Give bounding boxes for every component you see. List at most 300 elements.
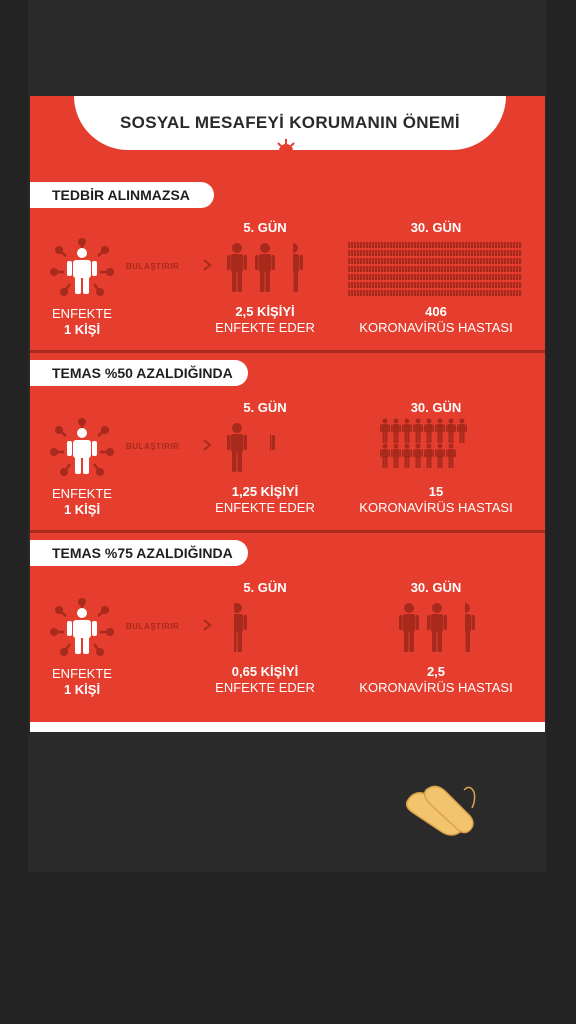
person-mark — [462, 242, 464, 248]
person-mark — [411, 258, 413, 264]
person-mark — [435, 274, 437, 280]
person-mark — [408, 242, 410, 248]
person-mark — [501, 282, 503, 288]
person-mark — [504, 290, 506, 296]
person-mark — [414, 266, 416, 272]
person-mark — [444, 242, 446, 248]
person-icon — [446, 418, 456, 443]
person-mark — [417, 282, 419, 288]
person-mark — [378, 266, 380, 272]
person-mark — [354, 290, 356, 296]
person-mark — [519, 250, 521, 256]
person-mark — [387, 290, 389, 296]
person-mark — [357, 290, 359, 296]
person-mark — [441, 282, 443, 288]
person-icon — [380, 418, 390, 443]
person-mark — [384, 258, 386, 264]
person-mark — [492, 258, 494, 264]
person-icon — [424, 443, 434, 468]
person-mark — [495, 274, 497, 280]
day5-text: ENFEKTE EDER — [215, 680, 315, 695]
person-mark — [372, 258, 374, 264]
person-mark — [441, 242, 443, 248]
person-mark — [495, 258, 497, 264]
person-mark — [465, 250, 467, 256]
person-mark — [519, 266, 521, 272]
person-mark — [387, 250, 389, 256]
person-mark — [441, 274, 443, 280]
person-mark — [465, 258, 467, 264]
person-mark — [420, 290, 422, 296]
person-mark — [396, 274, 398, 280]
person-mark — [402, 266, 404, 272]
person-mark — [399, 274, 401, 280]
person-mark — [420, 242, 422, 248]
section-label-contact-75 — [30, 540, 248, 566]
person-mark — [471, 290, 473, 296]
person-mark — [486, 266, 488, 272]
person-mark — [486, 282, 488, 288]
person-mark — [396, 282, 398, 288]
day30-value: 2,5 — [426, 664, 446, 679]
person-mark — [474, 290, 476, 296]
person-mark — [486, 290, 488, 296]
person-mark — [516, 282, 518, 288]
person-mark — [501, 266, 503, 272]
person-mark — [480, 258, 482, 264]
person-mark — [414, 290, 416, 296]
person-mark — [450, 242, 452, 248]
person-mark — [366, 274, 368, 280]
person-mark — [354, 242, 356, 248]
person-mark — [423, 242, 425, 248]
person-mark — [477, 266, 479, 272]
person-mark — [381, 290, 383, 296]
person-mark — [450, 274, 452, 280]
day5-caption — [200, 304, 330, 336]
person-mark — [477, 282, 479, 288]
day5-pictogram — [226, 602, 316, 654]
day5-label: 5. GÜN — [243, 400, 287, 415]
person-mark — [492, 290, 494, 296]
person-mark — [429, 290, 431, 296]
person-mark — [351, 242, 353, 248]
person-mark — [519, 258, 521, 264]
person-mark — [411, 250, 413, 256]
person-mark — [393, 266, 395, 272]
person-mark — [438, 258, 440, 264]
person-icon — [413, 418, 423, 443]
person-mark — [483, 290, 485, 296]
person-mark — [426, 242, 428, 248]
person-mark — [489, 242, 491, 248]
person-mark — [456, 242, 458, 248]
person-mark — [378, 242, 380, 248]
infected-person-virus-icon — [50, 596, 114, 660]
person-icon — [424, 418, 434, 443]
person-icon — [226, 602, 248, 652]
day5-label: 5. GÜN — [243, 580, 287, 595]
person-mark — [453, 290, 455, 296]
person-icon — [254, 422, 276, 472]
day5-label: 5. GÜN — [243, 220, 287, 235]
person-mark — [354, 258, 356, 264]
infographic-poster — [30, 96, 545, 722]
day5-value: 2,5 KİŞİYİ — [235, 304, 295, 319]
person-mark — [510, 282, 512, 288]
person-mark — [363, 258, 365, 264]
person-mark — [486, 250, 488, 256]
person-mark — [390, 258, 392, 264]
person-mark — [375, 282, 377, 288]
person-mark — [477, 290, 479, 296]
person-mark — [483, 266, 485, 272]
person-mark — [453, 282, 455, 288]
person-mark — [393, 258, 395, 264]
person-mark — [510, 258, 512, 264]
person-mark — [420, 258, 422, 264]
person-mark — [378, 250, 380, 256]
person-mark — [456, 266, 458, 272]
person-mark — [471, 266, 473, 272]
person-mark — [429, 258, 431, 264]
person-mark — [441, 266, 443, 272]
person-mark — [429, 250, 431, 256]
person-mark — [495, 282, 497, 288]
person-mark — [375, 250, 377, 256]
day5-pictogram — [226, 242, 316, 294]
person-icon — [254, 242, 276, 292]
person-mark — [390, 282, 392, 288]
person-mark — [429, 274, 431, 280]
person-mark — [405, 274, 407, 280]
person-mark — [435, 290, 437, 296]
person-mark — [480, 274, 482, 280]
person-mark — [420, 266, 422, 272]
person-mark — [432, 242, 434, 248]
person-mark — [438, 266, 440, 272]
person-mark — [516, 258, 518, 264]
person-mark — [426, 290, 428, 296]
person-mark — [366, 282, 368, 288]
person-mark — [501, 274, 503, 280]
person-mark — [378, 258, 380, 264]
person-mark — [408, 250, 410, 256]
person-mark — [462, 266, 464, 272]
person-mark — [447, 258, 449, 264]
person-mark — [492, 274, 494, 280]
person-mark — [492, 250, 494, 256]
person-mark — [489, 290, 491, 296]
person-mark — [393, 242, 395, 248]
person-mark — [390, 274, 392, 280]
person-mark — [468, 258, 470, 264]
day30-label: 30. GÜN — [410, 400, 462, 415]
person-mark — [471, 242, 473, 248]
person-mark — [393, 282, 395, 288]
section-label-text: TEMAS %50 AZALDIĞINDA — [52, 365, 233, 381]
person-mark — [387, 258, 389, 264]
person-mark — [438, 250, 440, 256]
infected-person-virus-icon — [50, 416, 114, 480]
person-mark — [516, 250, 518, 256]
person-mark — [486, 274, 488, 280]
section-label-contact-50 — [30, 360, 248, 386]
person-mark — [498, 290, 500, 296]
person-mark — [417, 266, 419, 272]
person-mark — [387, 266, 389, 272]
person-mark — [477, 274, 479, 280]
person-mark — [378, 290, 380, 296]
person-icon — [413, 443, 423, 468]
person-mark — [498, 258, 500, 264]
person-mark — [369, 266, 371, 272]
person-mark — [366, 242, 368, 248]
person-mark — [498, 242, 500, 248]
person-mark — [489, 282, 491, 288]
person-mark — [426, 250, 428, 256]
person-mark — [348, 258, 350, 264]
person-mark — [390, 250, 392, 256]
person-mark — [369, 274, 371, 280]
person-mark — [516, 290, 518, 296]
person-mark — [375, 290, 377, 296]
person-mark — [372, 266, 374, 272]
person-mark — [462, 290, 464, 296]
source-top: ENFEKTE — [52, 666, 112, 681]
person-mark — [510, 250, 512, 256]
person-mark — [456, 282, 458, 288]
person-mark — [510, 274, 512, 280]
person-mark — [429, 266, 431, 272]
person-mark — [510, 266, 512, 272]
person-mark — [462, 282, 464, 288]
person-mark — [468, 274, 470, 280]
person-mark — [483, 282, 485, 288]
person-mark — [372, 290, 374, 296]
person-mark — [351, 250, 353, 256]
person-mark — [435, 250, 437, 256]
person-mark — [447, 290, 449, 296]
person-icon — [435, 418, 445, 443]
person-mark — [405, 250, 407, 256]
person-mark — [363, 242, 365, 248]
person-mark — [492, 266, 494, 272]
day5-caption — [200, 664, 330, 696]
person-mark — [384, 242, 386, 248]
person-mark — [459, 266, 461, 272]
person-mark — [387, 242, 389, 248]
day30-text: KORONAVİRÜS HASTASI — [359, 500, 513, 515]
person-mark — [423, 250, 425, 256]
person-mark — [381, 282, 383, 288]
section-label-no-precaution — [30, 182, 214, 208]
person-mark — [507, 242, 509, 248]
person-mark — [432, 282, 434, 288]
person-mark — [468, 266, 470, 272]
day30-caption — [346, 484, 526, 516]
person-mark — [474, 250, 476, 256]
person-mark — [513, 282, 515, 288]
person-mark — [513, 266, 515, 272]
person-mark — [402, 258, 404, 264]
person-mark — [450, 250, 452, 256]
person-mark — [381, 242, 383, 248]
day30-value: 406 — [425, 304, 447, 319]
person-mark — [444, 274, 446, 280]
person-mark — [495, 266, 497, 272]
person-mark — [477, 242, 479, 248]
person-mark — [474, 266, 476, 272]
source-caption — [40, 306, 124, 338]
person-icon — [402, 418, 412, 443]
person-mark — [414, 250, 416, 256]
person-mark — [411, 290, 413, 296]
person-mark — [465, 266, 467, 272]
person-mark — [390, 290, 392, 296]
person-mark — [348, 282, 350, 288]
person-icon — [380, 443, 390, 468]
person-mark — [456, 274, 458, 280]
person-mark — [519, 274, 521, 280]
person-icon — [226, 242, 248, 292]
person-mark — [405, 290, 407, 296]
person-mark — [384, 250, 386, 256]
day30-pictogram — [348, 242, 524, 302]
person-mark — [489, 250, 491, 256]
person-mark — [423, 274, 425, 280]
person-mark — [435, 282, 437, 288]
day5-pictogram — [226, 422, 316, 474]
day30-text: KORONAVİRÜS HASTASI — [359, 320, 513, 335]
person-mark — [504, 250, 506, 256]
person-mark — [372, 282, 374, 288]
person-mark — [414, 274, 416, 280]
person-mark — [447, 266, 449, 272]
person-mark — [513, 258, 515, 264]
person-mark — [480, 242, 482, 248]
person-mark — [363, 266, 365, 272]
person-mark — [456, 290, 458, 296]
person-mark — [354, 250, 356, 256]
source-top: ENFEKTE — [52, 486, 112, 501]
person-mark — [366, 290, 368, 296]
person-mark — [501, 250, 503, 256]
person-mark — [396, 290, 398, 296]
person-mark — [438, 274, 440, 280]
person-mark — [369, 290, 371, 296]
person-mark — [486, 258, 488, 264]
person-mark — [519, 242, 521, 248]
person-mark — [375, 242, 377, 248]
person-mark — [492, 242, 494, 248]
virus-icon — [269, 136, 303, 166]
person-mark — [405, 282, 407, 288]
person-mark — [420, 250, 422, 256]
person-mark — [516, 242, 518, 248]
person-mark — [465, 274, 467, 280]
source-caption — [40, 486, 124, 518]
person-mark — [399, 242, 401, 248]
person-mark — [489, 258, 491, 264]
person-mark — [450, 266, 452, 272]
person-mark — [465, 290, 467, 296]
person-mark — [423, 258, 425, 264]
person-mark — [510, 290, 512, 296]
day30-pictogram — [380, 418, 492, 474]
person-mark — [420, 282, 422, 288]
person-mark — [468, 250, 470, 256]
person-mark — [513, 290, 515, 296]
person-mark — [432, 266, 434, 272]
person-mark — [453, 242, 455, 248]
crowd-icon — [348, 242, 522, 298]
person-mark — [411, 266, 413, 272]
person-mark — [360, 258, 362, 264]
person-mark — [444, 250, 446, 256]
day30-caption — [346, 664, 526, 696]
person-mark — [507, 266, 509, 272]
section-label-text: TEDBİR ALINMAZSA — [52, 187, 190, 203]
person-mark — [426, 274, 428, 280]
person-mark — [435, 266, 437, 272]
day5-caption — [200, 484, 330, 516]
person-mark — [420, 274, 422, 280]
person-mark — [354, 266, 356, 272]
day30-label: 30. GÜN — [410, 580, 462, 595]
person-mark — [357, 266, 359, 272]
person-mark — [426, 258, 428, 264]
person-mark — [402, 290, 404, 296]
person-mark — [396, 266, 398, 272]
person-mark — [450, 290, 452, 296]
person-mark — [441, 258, 443, 264]
person-mark — [504, 266, 506, 272]
person-mark — [459, 258, 461, 264]
person-mark — [384, 274, 386, 280]
person-mark — [444, 290, 446, 296]
person-mark — [414, 282, 416, 288]
person-mark — [426, 282, 428, 288]
person-mark — [432, 258, 434, 264]
person-mark — [411, 282, 413, 288]
person-mark — [408, 274, 410, 280]
person-mark — [495, 290, 497, 296]
person-mark — [417, 242, 419, 248]
person-mark — [432, 250, 434, 256]
person-mark — [501, 258, 503, 264]
person-mark — [357, 274, 359, 280]
person-mark — [468, 242, 470, 248]
person-mark — [351, 274, 353, 280]
person-mark — [480, 266, 482, 272]
person-mark — [429, 242, 431, 248]
person-mark — [468, 290, 470, 296]
person-mark — [393, 274, 395, 280]
person-mark — [369, 242, 371, 248]
person-mark — [444, 266, 446, 272]
person-mark — [363, 274, 365, 280]
person-mark — [462, 250, 464, 256]
person-mark — [498, 282, 500, 288]
person-mark — [372, 242, 374, 248]
person-mark — [384, 266, 386, 272]
person-icon — [402, 443, 412, 468]
person-mark — [348, 266, 350, 272]
person-mark — [471, 282, 473, 288]
person-mark — [498, 250, 500, 256]
person-mark — [402, 274, 404, 280]
